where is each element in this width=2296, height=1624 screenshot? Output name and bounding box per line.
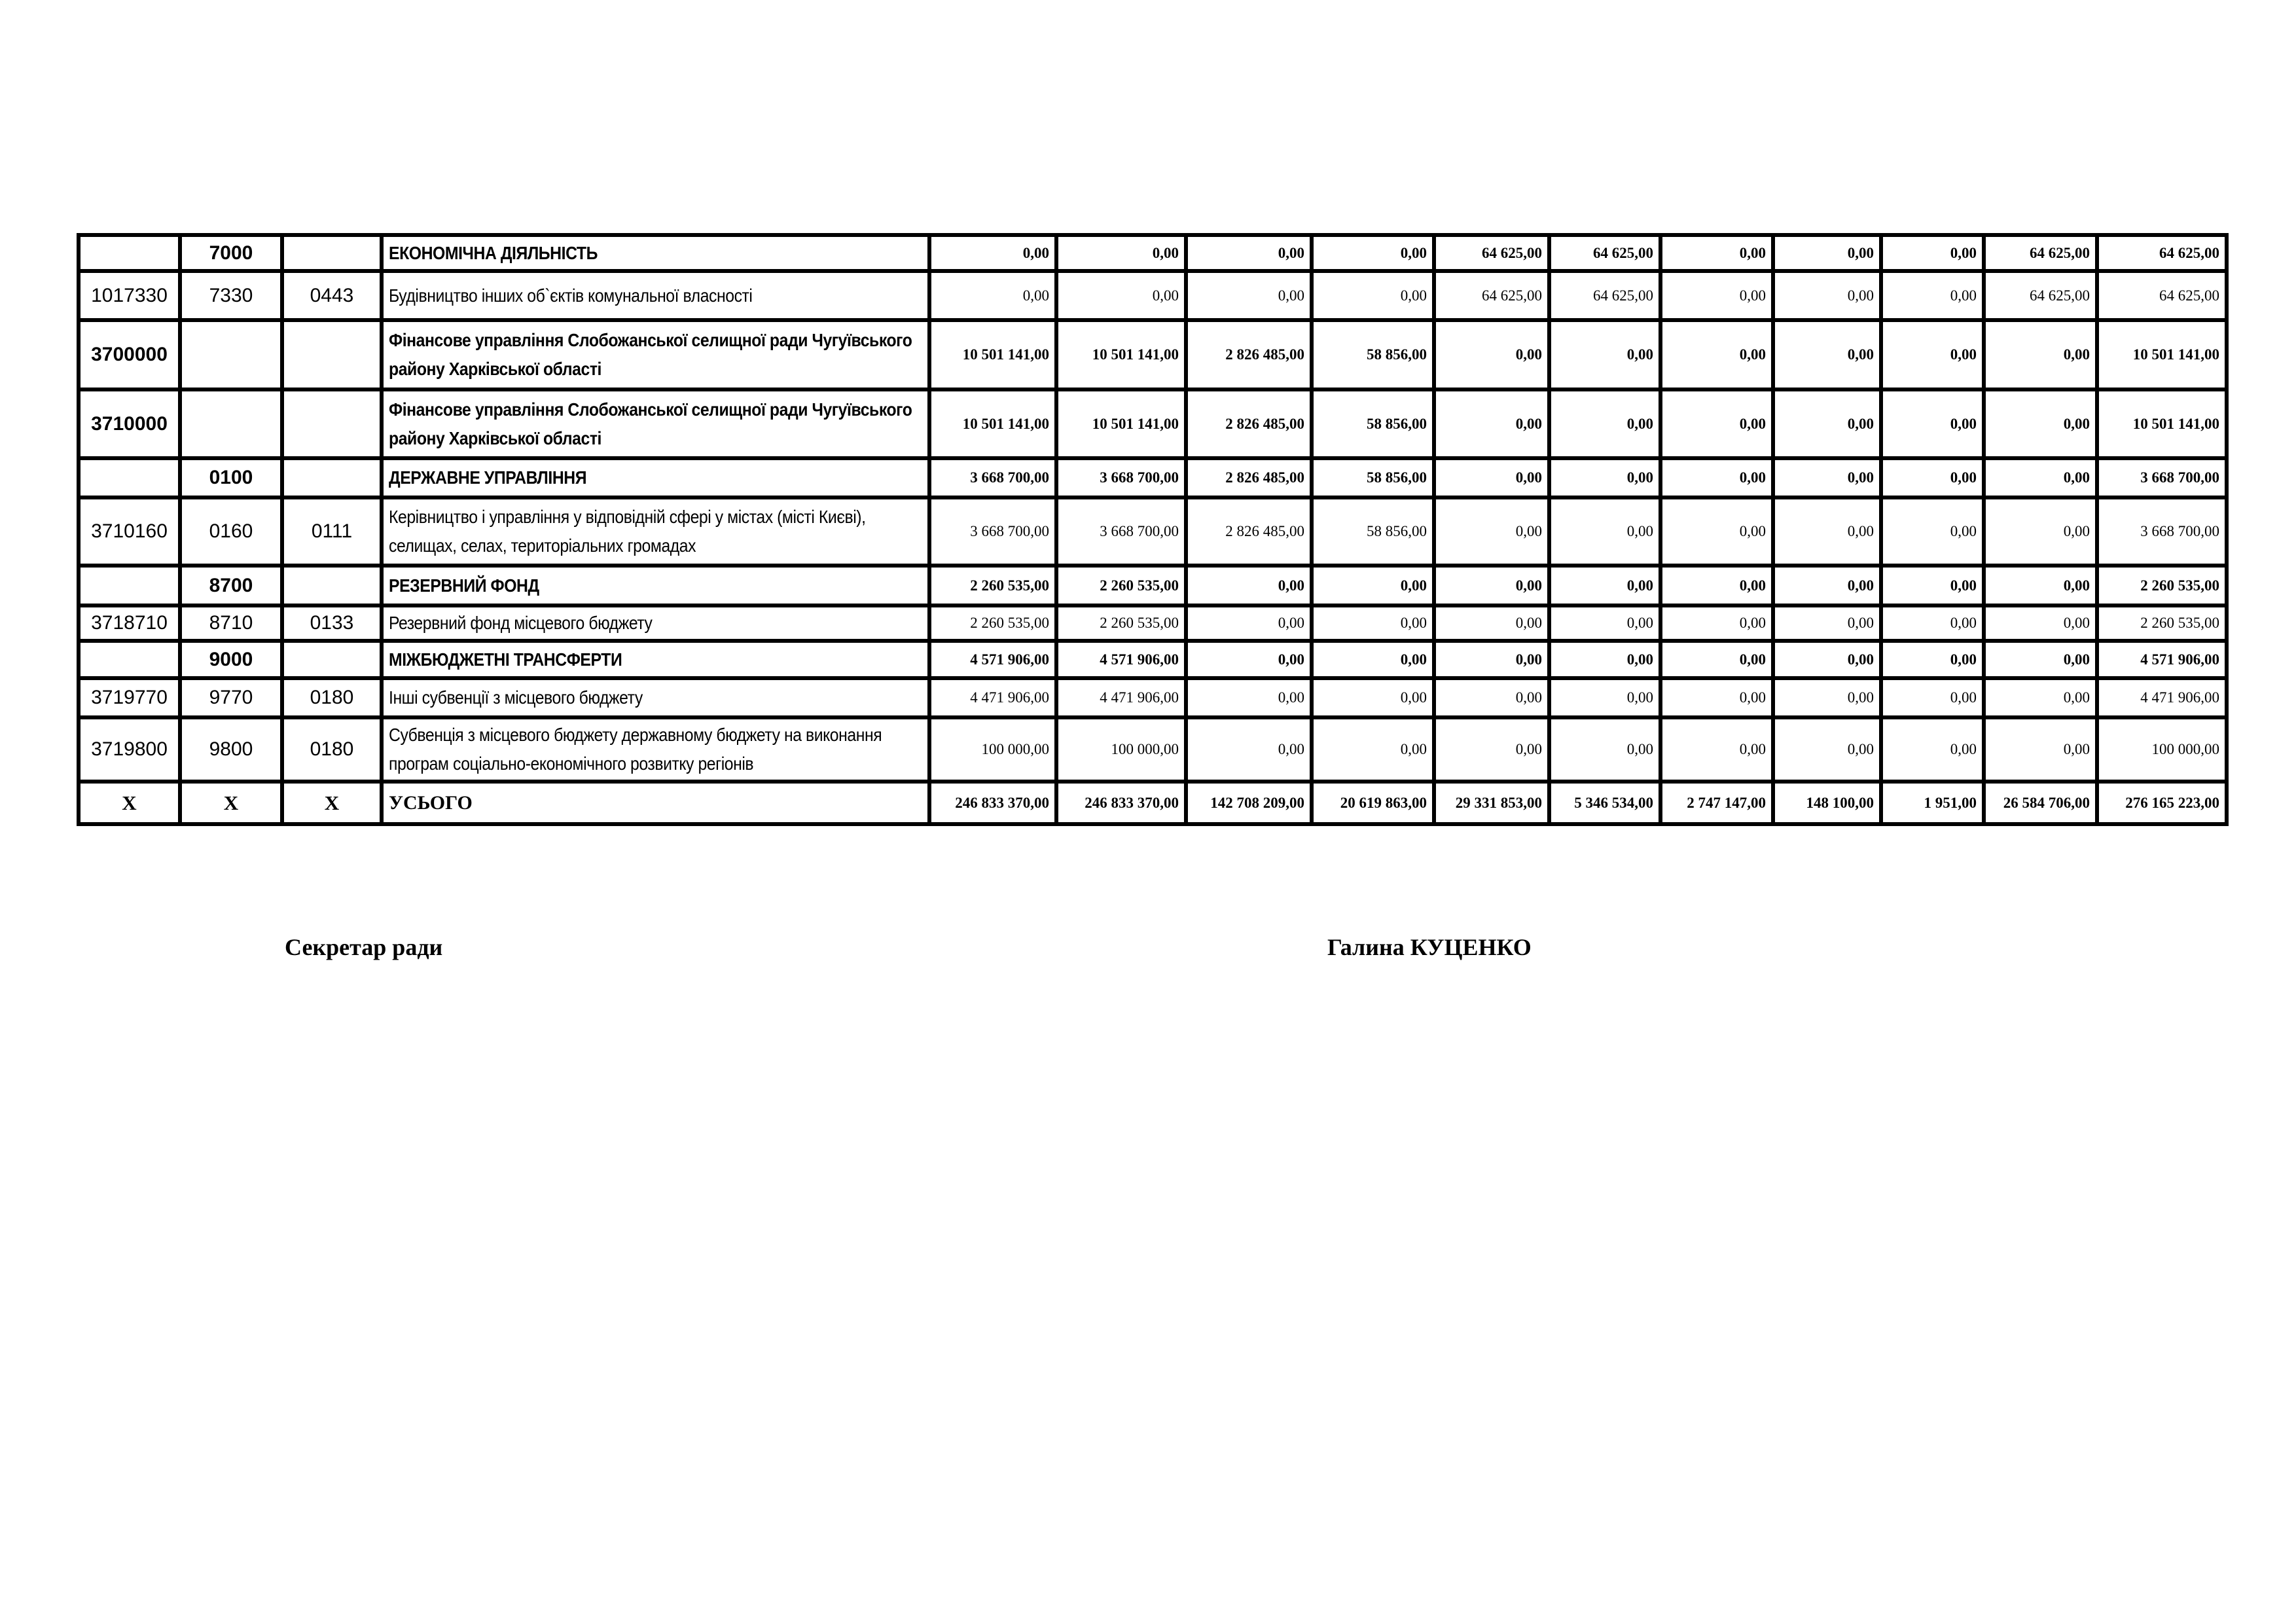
cell-value: 0,00 — [1549, 389, 1660, 458]
cell-value: 3 668 700,00 — [1056, 458, 1186, 497]
cell-value: 0,00 — [1773, 497, 1881, 566]
cell-code1: 3718710 — [79, 605, 180, 641]
cell-value: 4 571 906,00 — [2097, 641, 2227, 678]
cell-value: 0,00 — [1434, 678, 1549, 717]
cell-code1 — [79, 235, 180, 271]
cell-value: 0,00 — [1773, 566, 1881, 605]
cell-value: 0,00 — [1881, 497, 1984, 566]
row-name-text: РЕЗЕРВНИЙ ФОНД — [389, 575, 539, 596]
cell-code3 — [282, 389, 382, 458]
cell-value: 0,00 — [1660, 678, 1773, 717]
cell-code1 — [79, 458, 180, 497]
cell-value: 58 856,00 — [1312, 497, 1434, 566]
table-row — [79, 566, 2227, 605]
table-row — [79, 782, 2227, 824]
cell-name — [382, 389, 929, 458]
cell-value: 0,00 — [1773, 320, 1881, 389]
cell-name — [382, 458, 929, 497]
cell-code2: 9000 — [180, 641, 282, 678]
cell-value: 0,00 — [1773, 458, 1881, 497]
cell-value: 4 571 906,00 — [1056, 641, 1186, 678]
cell-value: 246 833 370,00 — [929, 782, 1056, 824]
cell-value: 0,00 — [1434, 717, 1549, 782]
cell-value: 3 668 700,00 — [929, 497, 1056, 566]
cell-code3: 0180 — [282, 678, 382, 717]
row-name-text: Інші субвенції з місцевого бюджету — [389, 687, 643, 708]
cell-value: 0,00 — [1549, 605, 1660, 641]
cell-value: 2 260 535,00 — [929, 605, 1056, 641]
cell-value: 0,00 — [1881, 678, 1984, 717]
cell-value: 0,00 — [929, 235, 1056, 271]
cell-value: 0,00 — [1881, 235, 1984, 271]
budget-table-body — [79, 235, 2227, 824]
cell-value: 100 000,00 — [929, 717, 1056, 782]
cell-value: 0,00 — [1881, 389, 1984, 458]
cell-value: 246 833 370,00 — [1056, 782, 1186, 824]
cell-value: 4 571 906,00 — [929, 641, 1056, 678]
cell-value: 3 668 700,00 — [1056, 497, 1186, 566]
cell-value: 0,00 — [1660, 605, 1773, 641]
cell-value: 0,00 — [1984, 641, 2097, 678]
cell-value: 0,00 — [1773, 678, 1881, 717]
cell-code2: 9770 — [180, 678, 282, 717]
cell-value: 3 668 700,00 — [929, 458, 1056, 497]
cell-code3 — [282, 235, 382, 271]
cell-value: 0,00 — [1549, 497, 1660, 566]
cell-value: 0,00 — [1773, 605, 1881, 641]
cell-value: 26 584 706,00 — [1984, 782, 2097, 824]
cell-code3 — [282, 320, 382, 389]
cell-value: 64 625,00 — [1549, 271, 1660, 320]
cell-value: 0,00 — [1773, 389, 1881, 458]
cell-value: 10 501 141,00 — [2097, 389, 2227, 458]
table-row — [79, 605, 2227, 641]
cell-value: 10 501 141,00 — [929, 320, 1056, 389]
cell-value: 0,00 — [1549, 641, 1660, 678]
cell-value: 0,00 — [1056, 271, 1186, 320]
cell-value: 29 331 853,00 — [1434, 782, 1549, 824]
cell-value: 0,00 — [1186, 641, 1312, 678]
cell-value: 0,00 — [1660, 641, 1773, 678]
cell-value: 3 668 700,00 — [2097, 458, 2227, 497]
cell-value: 0,00 — [1881, 271, 1984, 320]
cell-code3: 0443 — [282, 271, 382, 320]
cell-name — [382, 271, 929, 320]
cell-value: 2 260 535,00 — [1056, 605, 1186, 641]
cell-value: 0,00 — [1312, 566, 1434, 605]
row-name-text: Фінансове управління Слобожанської селищної ради Чугуївського району Харківської області — [389, 399, 912, 448]
cell-value: 0,00 — [1660, 271, 1773, 320]
cell-value: 2 747 147,00 — [1660, 782, 1773, 824]
row-name-text: Будівництво інших об`єктів комунальної власності — [389, 285, 753, 306]
cell-name — [382, 320, 929, 389]
table-row — [79, 458, 2227, 497]
cell-value: 0,00 — [1312, 605, 1434, 641]
cell-value: 20 619 863,00 — [1312, 782, 1434, 824]
cell-code2: 0100 — [180, 458, 282, 497]
table-row — [79, 717, 2227, 782]
cell-value: 0,00 — [1186, 235, 1312, 271]
cell-value: 0,00 — [1549, 678, 1660, 717]
signature-block — [0, 933, 2296, 962]
cell-value: 0,00 — [1549, 320, 1660, 389]
cell-value: 10 501 141,00 — [1056, 389, 1186, 458]
cell-value: 0,00 — [1660, 389, 1773, 458]
cell-code1: X — [79, 782, 180, 824]
cell-name — [382, 678, 929, 717]
cell-value: 0,00 — [1186, 678, 1312, 717]
cell-name — [382, 782, 929, 824]
cell-value: 64 625,00 — [1434, 271, 1549, 320]
cell-code1: 3710000 — [79, 389, 180, 458]
cell-value: 2 260 535,00 — [2097, 566, 2227, 605]
cell-value: 0,00 — [1434, 641, 1549, 678]
cell-value: 276 165 223,00 — [2097, 782, 2227, 824]
cell-value: 0,00 — [1549, 566, 1660, 605]
cell-value: 64 625,00 — [2097, 235, 2227, 271]
cell-value: 64 625,00 — [1549, 235, 1660, 271]
cell-value: 10 501 141,00 — [929, 389, 1056, 458]
cell-value: 2 260 535,00 — [1056, 566, 1186, 605]
cell-value: 64 625,00 — [1434, 235, 1549, 271]
cell-code3 — [282, 566, 382, 605]
cell-value: 5 346 534,00 — [1549, 782, 1660, 824]
cell-value: 0,00 — [1660, 497, 1773, 566]
cell-code2: X — [180, 782, 282, 824]
cell-value: 0,00 — [1881, 605, 1984, 641]
secretary-name: Галина КУЦЕНКО — [1327, 934, 1532, 960]
cell-value: 0,00 — [1186, 566, 1312, 605]
cell-code3 — [282, 641, 382, 678]
cell-value: 0,00 — [1984, 458, 2097, 497]
cell-code2: 9800 — [180, 717, 282, 782]
cell-code2: 8710 — [180, 605, 282, 641]
row-name-text: Фінансове управління Слобожанської селищної ради Чугуївського району Харківської області — [389, 330, 912, 379]
cell-value: 0,00 — [1984, 605, 2097, 641]
cell-value: 64 625,00 — [1984, 271, 2097, 320]
cell-value: 0,00 — [1881, 717, 1984, 782]
cell-value: 0,00 — [1881, 641, 1984, 678]
cell-value: 0,00 — [1984, 389, 2097, 458]
cell-code2: 0160 — [180, 497, 282, 566]
cell-value: 0,00 — [1186, 717, 1312, 782]
cell-value: 0,00 — [1881, 320, 1984, 389]
cell-name — [382, 605, 929, 641]
row-name-text: ДЕРЖАВНЕ УПРАВЛІННЯ — [389, 467, 587, 488]
cell-value: 0,00 — [1549, 458, 1660, 497]
budget-table — [77, 233, 2229, 826]
cell-value: 0,00 — [1660, 566, 1773, 605]
cell-code3: X — [282, 782, 382, 824]
cell-name — [382, 566, 929, 605]
cell-value: 100 000,00 — [2097, 717, 2227, 782]
table-row — [79, 320, 2227, 389]
cell-value: 58 856,00 — [1312, 458, 1434, 497]
table-row — [79, 678, 2227, 717]
row-name-text: УСЬОГО — [389, 791, 473, 814]
cell-value: 0,00 — [1186, 605, 1312, 641]
cell-value: 64 625,00 — [2097, 271, 2227, 320]
cell-code2 — [180, 389, 282, 458]
cell-value: 4 471 906,00 — [1056, 678, 1186, 717]
cell-code1: 3700000 — [79, 320, 180, 389]
cell-value: 0,00 — [1434, 566, 1549, 605]
cell-value: 0,00 — [1312, 235, 1434, 271]
cell-name — [382, 497, 929, 566]
table-row — [79, 641, 2227, 678]
cell-value: 0,00 — [1434, 497, 1549, 566]
cell-value: 0,00 — [1434, 458, 1549, 497]
cell-value: 2 826 485,00 — [1186, 389, 1312, 458]
cell-value: 0,00 — [1660, 235, 1773, 271]
cell-code3: 0133 — [282, 605, 382, 641]
cell-value: 0,00 — [1773, 717, 1881, 782]
cell-value: 0,00 — [1312, 678, 1434, 717]
cell-code3 — [282, 458, 382, 497]
row-name-text: ЕКОНОМІЧНА ДІЯЛЬНІСТЬ — [389, 242, 598, 263]
cell-value: 2 826 485,00 — [1186, 497, 1312, 566]
cell-value: 0,00 — [1773, 235, 1881, 271]
cell-code1 — [79, 566, 180, 605]
cell-value: 0,00 — [1056, 235, 1186, 271]
cell-code2: 7000 — [180, 235, 282, 271]
secretary-title: Секретар ради — [285, 934, 443, 960]
cell-value: 2 260 535,00 — [2097, 605, 2227, 641]
cell-value: 0,00 — [1984, 320, 2097, 389]
cell-value: 2 826 485,00 — [1186, 320, 1312, 389]
cell-value: 4 471 906,00 — [2097, 678, 2227, 717]
cell-name — [382, 717, 929, 782]
table-row — [79, 497, 2227, 566]
cell-value: 58 856,00 — [1312, 389, 1434, 458]
cell-value: 0,00 — [1660, 320, 1773, 389]
cell-name — [382, 235, 929, 271]
cell-value: 0,00 — [1434, 320, 1549, 389]
cell-value: 58 856,00 — [1312, 320, 1434, 389]
cell-code1: 3719800 — [79, 717, 180, 782]
cell-value: 10 501 141,00 — [2097, 320, 2227, 389]
cell-value: 3 668 700,00 — [2097, 497, 2227, 566]
cell-value: 0,00 — [1984, 678, 2097, 717]
row-name-text: Субвенція з місцевого бюджету державному бюджету на виконання програм соціально-економічного розвитку регіонів — [389, 725, 882, 774]
cell-value: 2 826 485,00 — [1186, 458, 1312, 497]
cell-value: 100 000,00 — [1056, 717, 1186, 782]
cell-value: 0,00 — [1312, 717, 1434, 782]
row-name-text: МІЖБЮДЖЕТНІ ТРАНСФЕРТИ — [389, 649, 622, 670]
cell-value: 0,00 — [1984, 717, 2097, 782]
cell-value: 10 501 141,00 — [1056, 320, 1186, 389]
cell-value: 0,00 — [1660, 717, 1773, 782]
cell-code2 — [180, 320, 282, 389]
row-name-text: Резервний фонд місцевого бюджету — [389, 613, 653, 633]
cell-value: 0,00 — [1186, 271, 1312, 320]
cell-value: 0,00 — [1660, 458, 1773, 497]
cell-value: 0,00 — [929, 271, 1056, 320]
cell-code1: 3719770 — [79, 678, 180, 717]
cell-value: 0,00 — [1984, 566, 2097, 605]
cell-value: 142 708 209,00 — [1186, 782, 1312, 824]
cell-code1 — [79, 641, 180, 678]
cell-code2: 8700 — [180, 566, 282, 605]
cell-value: 0,00 — [1881, 566, 1984, 605]
cell-value: 2 260 535,00 — [929, 566, 1056, 605]
cell-value: 0,00 — [1434, 389, 1549, 458]
cell-value: 0,00 — [1549, 717, 1660, 782]
cell-value: 0,00 — [1312, 641, 1434, 678]
cell-value: 0,00 — [1984, 497, 2097, 566]
cell-value: 4 471 906,00 — [929, 678, 1056, 717]
cell-value: 64 625,00 — [1984, 235, 2097, 271]
cell-value: 0,00 — [1773, 271, 1881, 320]
cell-value: 0,00 — [1434, 605, 1549, 641]
cell-value: 0,00 — [1881, 458, 1984, 497]
cell-code2: 7330 — [180, 271, 282, 320]
cell-value: 0,00 — [1312, 271, 1434, 320]
cell-value: 0,00 — [1773, 641, 1881, 678]
cell-name — [382, 641, 929, 678]
cell-value: 148 100,00 — [1773, 782, 1881, 824]
table-row — [79, 389, 2227, 458]
table-row — [79, 271, 2227, 320]
cell-code1: 1017330 — [79, 271, 180, 320]
table-row — [79, 235, 2227, 271]
cell-code3: 0180 — [282, 717, 382, 782]
row-name-text: Керівництво і управління у відповідній сфері у містах (місті Києві), селищах, селах, територіальних громадах — [389, 507, 866, 556]
cell-code1: 3710160 — [79, 497, 180, 566]
cell-code3: 0111 — [282, 497, 382, 566]
cell-value: 1 951,00 — [1881, 782, 1984, 824]
